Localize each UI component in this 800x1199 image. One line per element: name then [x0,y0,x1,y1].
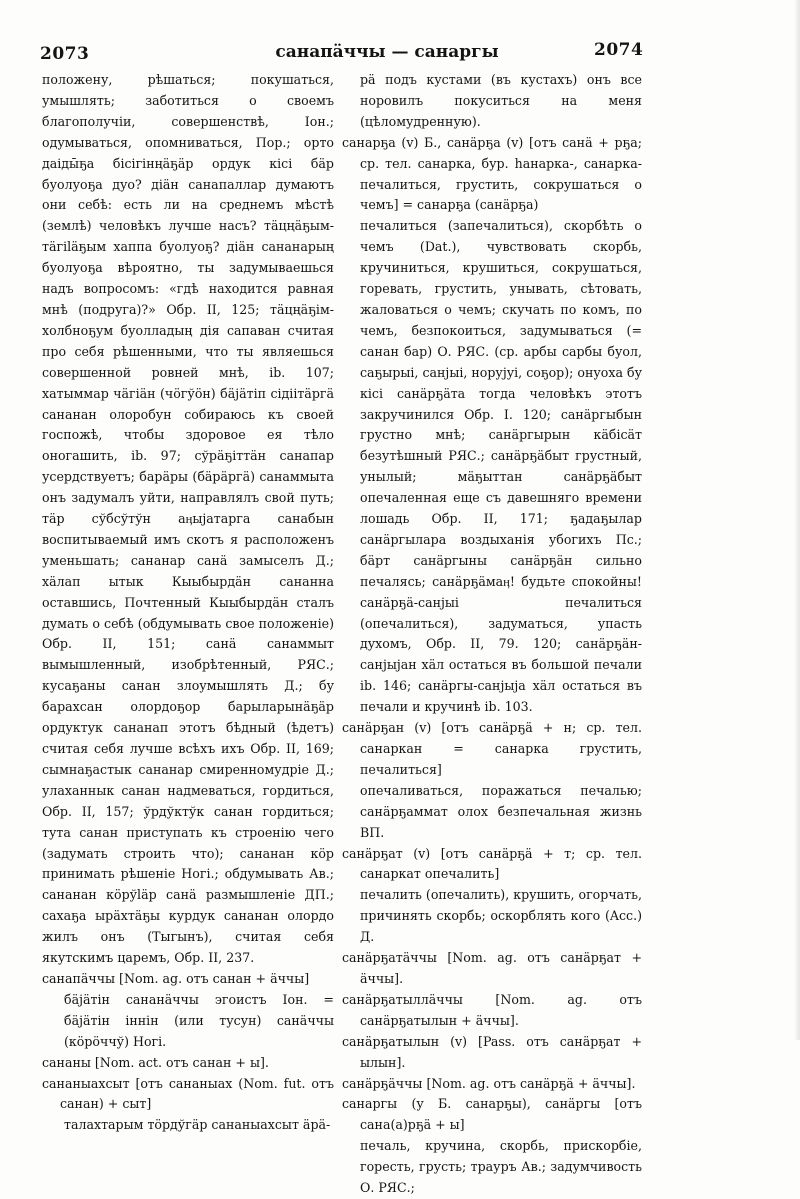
dictionary-entry: санарҕа (v) Б., санäрҕа (v) [отъ санä + рҕа; ср. тел. санарка, бур. hанарка-, санарка- печалиться, грустить, сокрушаться о чемъ] = санарҕа (санäрҕа) [342,134,642,213]
dictionary-entry: санäрҕатылын (v) [Pass. отъ санäрҕат + ылын]. [342,1033,642,1070]
page-edge-shadow [794,0,800,1040]
dictionary-entry: санäрҕäччы [Nom. ag. отъ санäрҕä + äччы]. [342,1075,636,1091]
dictionary-entry: санаргы (у Б. санарҕы), санäргы [отъ сана(а)рҕä + ы] [342,1096,642,1133]
dictionary-entry: сананыахсыт [отъ сананыах (Nom. fut. отъ санан) + сыт] [42,1075,334,1112]
entry-definition: печалиться (запечалиться), скорбѣть о чемъ (Dat.), чувствовать скорбь, кручиниться, крушиться, сокрушаться, горевать, грустить, унывать, сѣтовать, жаловаться о чемъ; скучать по комъ, по чемъ, безпокоиться, задумываться (= санан бар) О. РЯС. (ср. арбы сарбы буол, саҕырыі, санjыі, норуjуі, соҕор); онуоха бу кісі санäрҕäта тогда человѣкъ этотъ закручинился Обр. I. 120; санäргыбын грустно мнѣ; санäргырын кäбісäт безутѣшный РЯС.; санäрҕäбыт грустный, унылый; мäҕыттан санäрҕäбыт опечаленная еще съ давешняго времени лошадь Обр. II, 171; ҕадаҕылар санäргылара воздыханія убогихъ Пс.; бäрт санäргыны санäрҕäн сильно печалясь; санäрҕäмаӊ! будьте спокойны! санäрҕä-санjыі печалиться (опечалиться), задуматься, упасть духомъ, Обр. II, 79. 120; санäрҕäн-санjыjан хäл остаться въ большой печали ib. 146; санäргы-санjыjа хäл остаться въ печали и кручинѣ ib. 103. [360,218,642,715]
left-column [42,70,334,1133]
continued-entry-text: рä подъ кустами (въ кустахъ) онъ все норовилъ покуситься на меня (цѣломудренную). [360,72,642,129]
dictionary-entry: санäрҕан (v) [отъ санäрҕä + н; ср. тел. санаркан = санарка грустить, печалиться] [342,720,642,777]
left-page-number: 2073 [40,44,90,64]
dictionary-entry: санäрҕатыллäччы [Nom. ag. отъ санäрҕатылын + äччы]. [342,991,642,1028]
running-head: санапäччы — санаргы [275,42,499,62]
continued-entry-text: положену, рѣшаться; покушаться, умышлять; заботиться о своемъ благополучіи, совершенствѣ, Іон.; одумываться, опомниваться, Пор.; орто даіды̄ҕа бісігінңäҕäр ордук кісі бäр буолуоҕа дуо? діäн санапаллар думаютъ они себѣ: есть ли на среднемъ мѣстѣ (землѣ) человѣкъ лучше насъ? тäцңäҕым-тäгіläҕым хаппа буолуоҕ? діäн сананарың буолуоҕа вѣроятно, ты задумываешься надъ вопросомъ: «гдѣ находится равная мнѣ (подруга)?» Обр. II, 125; тäцңäҕім- холбноҕум буолладың дія сапаван считая про себя рѣшенными, что ты являешься совершенной ровней мнѣ, ib. 107; хатыммар чäгіäн (чöгўöн) бäjäтіп сідіітäргä сананан олоробун собираюсь къ своей госпожѣ, чтобы здоровое ея тѣло оногашить, ib. 97; сўрäҕіттäн санапар усердствуетъ; барäры (бäрäргä) санаммыта онъ задумалъ уйти, направлялъ свой путь; тäр сўбсўтўн аӊыjатарга санабын воспитываемый имъ скотъ я расположенъ уменьшать; сананар санä замыселъ Д.; хäлап ытык Кыыбырдäн сананна оставшись, Почтенный Кыыбырдäн сталъ думать о себѣ (обдумывать свое положеніе) Обр. II, 151; санä санаммыт вымышленный, изобрѣтенный, РЯС.; кусаҕаны санан злоумышлять Д.; бу барахсан олордоҕор барыларынäҕäр ордуктук сананап этотъ бѣдный (ѣдетъ) считая себя лучше всѣхъ ихъ Обр. II, 169; сымнаҕастык сананар смиренномудріе Д.; улаханнык санан надмеваться, гордиться, Обр. II, 157; ўрдўктўк санан гордиться; тута санан приступать къ строенію чего (задумать строить что); сананан кöр принимать рѣшеніе Ногі.; обдумывать Ав.; сананан кöрўläр санä размышленіе ДП.; сахаҕа ырäхтäҕы курдук сананан олордо жилъ онъ (Тыгынъ), считая себя якутскимъ царемъ, Обр. II, 237. [42,72,334,966]
dictionary-entry: санäрҕат (v) [отъ санäрҕä + т; ср. тел. санаркат опечалить] [342,845,642,882]
page-header [0,0,800,64]
dictionary-entry: сананы [Nom. act. отъ санан + ы]. [42,1054,269,1070]
dictionary-entry: санäрҕатäччы [Nom. ag. отъ санäрҕат + äччы]. [342,950,642,986]
entry-definition: печалить (опечалить), крушить, огорчать, причинять скорбь; оскорблять кого (Acc.) Д. [360,887,642,945]
entry-definition: талахтарым тöрдўгäр сананыахсыт äрä- [64,1117,331,1133]
entry-definition: печаль, кручина, скорбь, прискорбіе, горесть, грусть; трауръ Ав.; задумчивость О. РЯС.; [360,1138,642,1196]
entry-definition: опечаливаться, поражаться печалью; санäрҕаммат олох безпечальная жизнь ВП. [360,782,642,840]
entry-definition: бäjäтін сананäччы эгоистъ Іон. = бäjäтін іннін (или тусун) санäччы (кöрöччў) Ногі. [64,991,334,1049]
right-column [342,70,642,1196]
dictionary-entry: санапäччы [Nom. ag. отъ санан + äччы] [42,970,310,986]
right-page-number: 2074 [594,40,644,60]
